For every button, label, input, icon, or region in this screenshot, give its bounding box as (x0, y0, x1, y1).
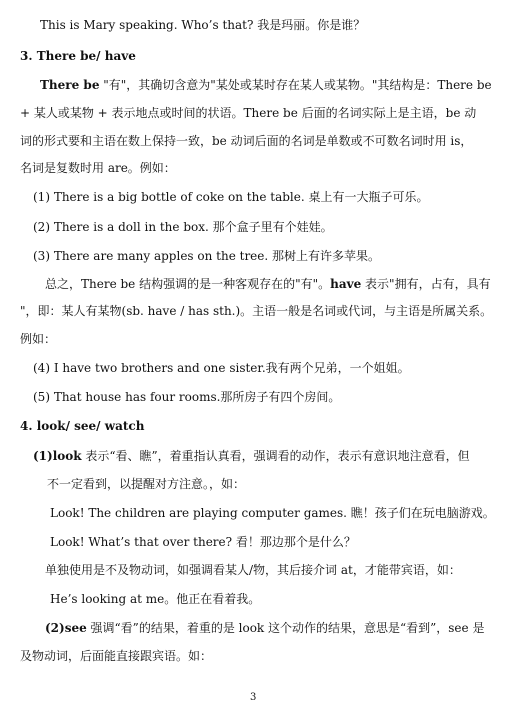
text-line: 词的形式要和主语在数上保持一致，be 动词后面的名词是单数或不可数名词时用 is， (20, 134, 473, 148)
text-line: + 某人或某物 + 表示地点或时间的状语。There be 后面的名词实际上是主语，be 动 (20, 106, 477, 120)
example-line: (2) There is a doll in the box. 那个盒子里有个娃娃。 (33, 220, 333, 234)
example-line: (1) There is a big bottle of coke on the table. 桌上有一大瓶子可乐。 (33, 190, 429, 204)
page-number: 3 (250, 692, 257, 703)
text-line: 总之，There be 结构强调的是一种客观存在的"有"。have 表示"拥有，占有，具有 (45, 277, 491, 291)
text-line: "，即：某人有某物(sb. have / has sth.)。主语一般是名词或代词，与主语是所属关系。 (20, 304, 493, 318)
example-line: (5) That house has four rooms.那所房子有四个房间。 (33, 390, 341, 404)
text-line: (1)look 表示“看、瞧”，着重指认真看，强调看的动作，表示有意识地注意看，但 (33, 449, 470, 463)
text-line: There be "有"，其确切含意为"某处或某时存在某人或某物。"其结构是：There be (40, 78, 492, 92)
section-heading: 3. There be/ have (20, 49, 136, 63)
text-line: (2)see 强调“看”的结果，着重的是 look 这个动作的结果，意思是“看到”，see 是 (45, 621, 485, 635)
text-line: 不一定看到，以提醒对方注意。，如： (47, 477, 246, 491)
example-line: (3) There are many apples on the tree. 那树上有许多苹果。 (33, 249, 381, 263)
example-line: Look! What’s that over there? 看！那边那个是什么？ (50, 535, 356, 549)
section-heading: 4. look/ see/ watch (20, 419, 145, 433)
text-line: 单独使用是不及物动词，如强调看某人/物，其后接介词 at，才能带宾语，如： (45, 563, 461, 577)
text-line: 名词是复数时用 are。例如： (20, 161, 176, 175)
example-line: Look! The children are playing computer games. 瞧！孩子们在玩电脑游戏。 (50, 506, 495, 520)
text-line: 例如： (20, 332, 57, 346)
example-line: (4) I have two brothers and one sister.我有两个兄弟，一个姐姐。 (33, 361, 410, 375)
example-line: He’s looking at me。他正在看着我。 (50, 592, 261, 606)
text-line: 及物动词，后面能直接跟宾语。如： (20, 649, 213, 663)
text-line: This is Mary speaking. Who’s that? 我是玛丽。你是谁？ (40, 18, 366, 32)
